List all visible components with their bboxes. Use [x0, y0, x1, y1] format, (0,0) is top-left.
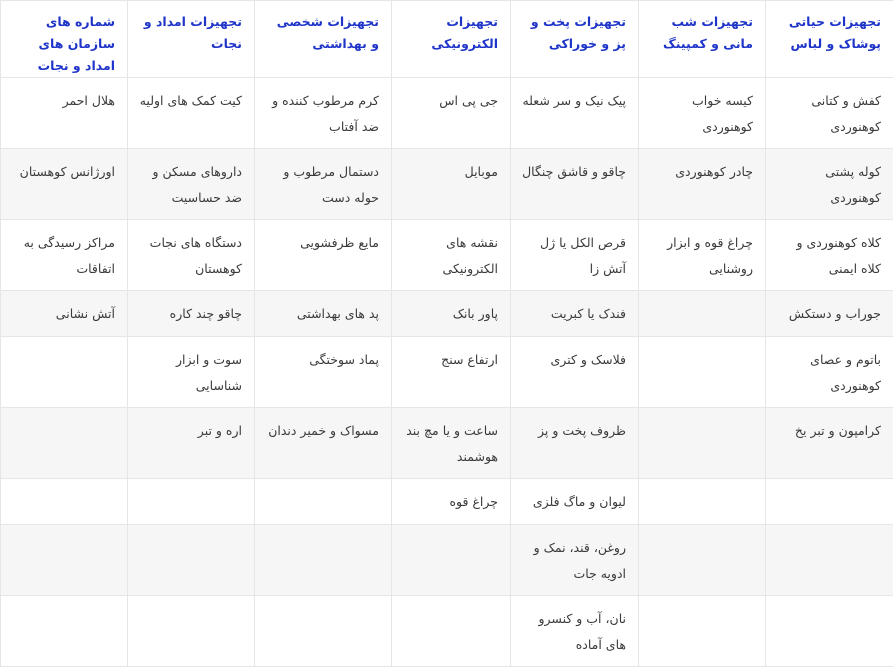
table-row: [1, 525, 893, 596]
table-cell: کیت کمک های اولیه: [128, 78, 255, 149]
table-cell: دستگاه های نجات کوهستان: [128, 220, 255, 291]
header-personal-hygiene: تجهیزات شخصی و بهداشتی: [255, 1, 392, 78]
table-cell: [766, 479, 893, 525]
table-cell: چراغ قوه: [392, 479, 511, 525]
table-cell: چراغ قوه و ابزار روشنایی: [639, 220, 766, 291]
table-cell: [392, 525, 511, 596]
table-row: [1, 479, 893, 525]
table-cell: باتوم و عصای کوهنوردی: [766, 337, 893, 408]
header-clothing: تجهیزات حیاتی پوشاک و لباس: [766, 1, 893, 78]
table-cell: چاقو و قاشق چنگال: [511, 149, 639, 220]
table-cell: دستمال مرطوب و حوله دست: [255, 149, 392, 220]
table-cell: فندک یا کبریت: [511, 291, 639, 337]
table-cell: کوله پشتی کوهنوردی: [766, 149, 893, 220]
table-cell: موبایل: [392, 149, 511, 220]
table-cell: [766, 525, 893, 596]
table-cell: [1, 408, 128, 479]
table-row: [1, 291, 893, 337]
table-cell: ساعت و یا مچ بند هوشمند: [392, 408, 511, 479]
table-cell: فلاسک و کتری: [511, 337, 639, 408]
table-cell: [128, 596, 255, 667]
table-cell: [255, 525, 392, 596]
table-cell: چاقو چند کاره: [128, 291, 255, 337]
header-cooking: تجهیزات پخت و پز و خوراکی: [511, 1, 639, 78]
table-cell: پیک نیک و سر شعله: [511, 78, 639, 149]
table-row: [1, 149, 893, 220]
table-cell: [128, 479, 255, 525]
header-electronics: تجهیزات الکترونیکی: [392, 1, 511, 78]
table-cell: ظروف پخت و پز: [511, 408, 639, 479]
header-rescue-numbers: شماره های سازمان های امداد و نجات: [1, 1, 128, 78]
table-cell: جی پی اس: [392, 78, 511, 149]
table-cell: [1, 525, 128, 596]
table-cell: چادر کوهنوردی: [639, 149, 766, 220]
header-row: [1, 1, 893, 78]
table-cell: پد های بهداشتی: [255, 291, 392, 337]
table-cell: قرص الکل یا ژل آتش زا: [511, 220, 639, 291]
table-cell: [128, 525, 255, 596]
table-cell: مسواک و خمیر دندان: [255, 408, 392, 479]
header-rescue-equipment: تجهیزات امداد و نجات: [128, 1, 255, 78]
table-cell: [1, 596, 128, 667]
table-cell: [392, 596, 511, 667]
table-cell: کرم مرطوب کننده و ضد آفتاب: [255, 78, 392, 149]
table-cell: کرامپون و تبر یخ: [766, 408, 893, 479]
table-row: [1, 78, 893, 149]
table-row: [1, 408, 893, 479]
table-cell: [639, 291, 766, 337]
table-row: [1, 337, 893, 408]
table-cell: [639, 525, 766, 596]
table-cell: کلاه کوهنوردی و کلاه ایمنی: [766, 220, 893, 291]
table-cell: مایع ظرفشویی: [255, 220, 392, 291]
table-cell: داروهای مسکن و ضد حساسیت: [128, 149, 255, 220]
table-row: [1, 220, 893, 291]
table-cell: [766, 596, 893, 667]
header-camping: تجهیزات شب مانی و کمپینگ: [639, 1, 766, 78]
table-cell: [1, 337, 128, 408]
table-cell: جوراب و دستکش: [766, 291, 893, 337]
table-cell: هلال احمر: [1, 78, 128, 149]
table-cell: اورژانس کوهستان: [1, 149, 128, 220]
table-cell: [639, 408, 766, 479]
table-cell: روغن، قند، نمک و ادویه جات: [511, 525, 639, 596]
table-cell: کفش و کتانی کوهنوردی: [766, 78, 893, 149]
table-cell: کیسه خواب کوهنوردی: [639, 78, 766, 149]
table-cell: مراکز رسیدگی به اتفاقات: [1, 220, 128, 291]
table-cell: [639, 337, 766, 408]
table-cell: اره و تبر: [128, 408, 255, 479]
table-row: [1, 596, 893, 667]
table-cell: آتش نشانی: [1, 291, 128, 337]
table-cell: لیوان و ماگ فلزی: [511, 479, 639, 525]
table-cell: سوت و ابزار شناسایی: [128, 337, 255, 408]
table-cell: [255, 596, 392, 667]
table-cell: [1, 479, 128, 525]
table-cell: [639, 479, 766, 525]
table-cell: نان، آب و کنسرو های آماده: [511, 596, 639, 667]
table-cell: نقشه های الکترونیکی: [392, 220, 511, 291]
table-cell: [255, 479, 392, 525]
table-cell: [639, 596, 766, 667]
table-cell: پاور بانک: [392, 291, 511, 337]
table-cell: پماد سوختگی: [255, 337, 392, 408]
table-cell: ارتفاع سنج: [392, 337, 511, 408]
